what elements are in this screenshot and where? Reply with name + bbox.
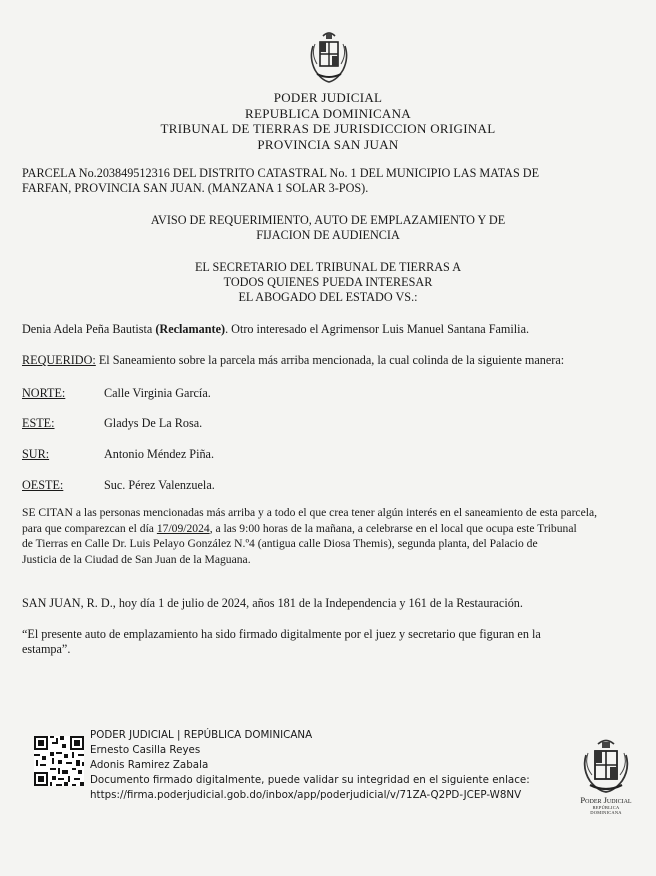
requerido-text: El Saneamiento sobre la parcela más arriba mencionada, la cual colinda de la siguiente manera: xyxy=(95,353,565,367)
boundary-value: Gladys De La Rosa. xyxy=(104,416,203,430)
hearing-date: 17/09/2024 xyxy=(156,521,210,535)
validation-link[interactable]: https://firma.poderjudicial.gob.do/inbox/app/poderjudicial/v/71ZA-Q2PD-JCEP-W8NV xyxy=(90,789,522,801)
citation-line: de Tierras en Calle Dr. Luis Pelayo González N.º4 (antigua calle Diosa Themis), segunda planta, del Palacio de xyxy=(22,537,538,550)
claimant-role: (Reclamante) xyxy=(155,322,226,336)
parcela-description xyxy=(22,166,632,196)
aviso-line: AVISO DE REQUERIMIENTO, AUTO DE EMPLAZAMIENTO Y DE xyxy=(150,213,506,227)
header-line: PROVINCIA SAN JUAN xyxy=(257,136,399,152)
citation-line: Justicia de la Ciudad de San Juan de la Maguana. xyxy=(22,552,251,566)
signature-validation-note: Documento firmado digitalmente, puede validar su integridad en el siguiente enlace: xyxy=(90,774,530,786)
citation-line: SE CITAN a las personas mencionadas más arriba y a todo el que crea tener algún interés en el saneamiento de esta parcela, xyxy=(22,506,597,519)
boundary-label: ESTE: xyxy=(22,416,55,430)
parcela-line: PARCELA No.203849512316 DEL DISTRITO CATASTRAL No. 1 DEL MUNICIPIO LAS MATAS DE xyxy=(22,166,540,180)
citation-text: para que comparezcan el día xyxy=(22,521,157,535)
secretario-line: EL ABOGADO DEL ESTADO VS.: xyxy=(238,290,418,304)
requerido-paragraph xyxy=(22,353,642,368)
requerido-label: REQUERIDO: xyxy=(22,353,96,367)
aviso-title xyxy=(0,213,656,243)
digital-signature-note xyxy=(22,627,642,657)
signature-stamp xyxy=(34,728,634,808)
seal-subcaption: REPÚBLICA DOMINICANA xyxy=(590,805,622,815)
qr-code-icon[interactable] xyxy=(34,736,84,786)
boundary-label: NORTE: xyxy=(22,386,66,400)
date-line: SAN JUAN, R. D., hoy día 1 de julio de 2024, años 181 de la Independencia y 161 de la Restauración. xyxy=(22,596,523,610)
aviso-line: FIJACION DE AUDIENCIA xyxy=(256,228,400,242)
note-line: estampa”. xyxy=(22,642,71,656)
header-line: TRIBUNAL DE TIERRAS DE JURISDICCION ORIGINAL xyxy=(160,121,496,136)
boundary-label: OESTE: xyxy=(22,478,64,492)
header-line: PODER JUDICIAL xyxy=(273,90,383,105)
citation-paragraph xyxy=(22,505,634,567)
coat-of-arms-icon xyxy=(578,735,634,795)
citation-line xyxy=(22,521,634,537)
parties-paragraph xyxy=(22,322,642,337)
signature-institution: PODER JUDICIAL | REPÚBLICA DOMINICANA xyxy=(90,729,313,741)
judicial-seal xyxy=(578,735,634,817)
parties-rest: . Otro interesado el Agrimensor Luis Manuel Santana Familia. xyxy=(225,322,530,336)
note-line: “El presente auto de emplazamiento ha sido firmado digitalmente por el juez y secretario que figuran en la xyxy=(22,627,541,641)
boundary-label: SUR: xyxy=(22,447,50,461)
seal-caption: Poder Judicial xyxy=(580,795,632,805)
secretario-line: TODOS QUIENES PUEDA INTERESAR xyxy=(223,275,433,289)
signer-name: Adonis Ramirez Zabala xyxy=(90,759,209,771)
boundary-value: Antonio Méndez Piña. xyxy=(104,447,215,461)
boundary-value: Calle Virginia García. xyxy=(104,386,211,400)
signer-name: Ernesto Casilla Reyes xyxy=(90,744,201,756)
parcela-line: FARFAN, PROVINCIA SAN JUAN. (MANZANA 1 SOLAR 3-POS). xyxy=(22,181,369,195)
boundary-value: Suc. Pérez Valenzuela. xyxy=(104,478,215,492)
secretario-address xyxy=(0,260,656,305)
court-header xyxy=(0,90,656,152)
signature-text xyxy=(90,728,530,803)
secretario-line: EL SECRETARIO DEL TRIBUNAL DE TIERRAS A xyxy=(194,260,461,274)
claimant-name: Denia Adela Peña Bautista xyxy=(22,322,156,336)
coat-of-arms-icon xyxy=(307,28,351,86)
citation-text: , a las 9:00 horas de la mañana, a celebrarse en el local que ocupa este Tribunal xyxy=(209,521,577,535)
header-line: REPUBLICA DOMINICANA xyxy=(245,105,411,121)
